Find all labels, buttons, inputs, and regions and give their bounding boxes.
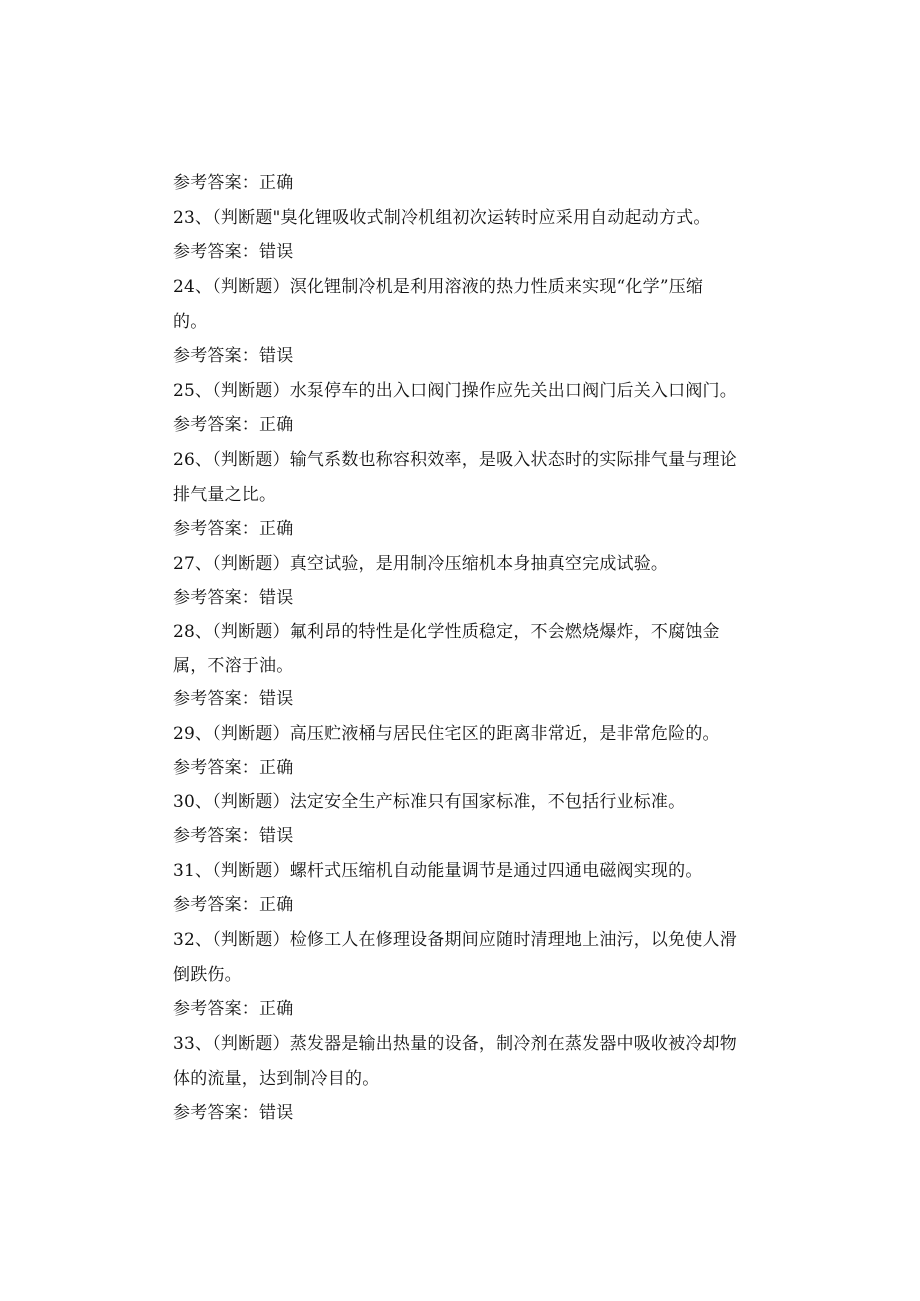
question-28: 28、（判断题）氟利昂的特性是化学性质稳定，不会燃烧爆炸，不腐蚀金: [173, 622, 720, 642]
question-25: 25、（判断题）水泵停车的出入口阀门操作应先关出口阀门后关入口阀门。: [173, 381, 737, 401]
answer-line: 参考答案：错误: [173, 588, 294, 608]
answer-line: 参考答案：错误: [173, 826, 294, 846]
question-28-continued: 属，不溶于油。: [173, 656, 294, 676]
question-27: 27、（判断题）真空试验，是用制冷压缩机本身抽真空完成试验。: [173, 554, 669, 574]
question-30: 30、（判断题）法定安全生产标准只有国家标准，不包括行业标准。: [173, 792, 686, 812]
answer-line: 参考答案：正确: [173, 173, 294, 193]
question-26-continued: 排气量之比。: [173, 485, 277, 505]
question-33-continued: 体的流量，达到制冷目的。: [173, 1069, 380, 1089]
answer-line: 参考答案：错误: [173, 689, 294, 709]
answer-line: 参考答案：正确: [173, 999, 294, 1019]
question-31: 31、（判断题）螺杆式压缩机自动能量调节是通过四通电磁阀实现的。: [173, 861, 703, 881]
question-32: 32、（判断题）检修工人在修理设备期间应随时清理地上油污，以免使人滑: [173, 930, 737, 950]
answer-line: 参考答案：错误: [173, 1103, 294, 1123]
answer-line: 参考答案：正确: [173, 415, 294, 435]
question-29: 29、（判断题）高压贮液桶与居民住宅区的距离非常近，是非常危险的。: [173, 724, 720, 744]
answer-line: 参考答案：错误: [173, 346, 294, 366]
answer-line: 参考答案：正确: [173, 519, 294, 539]
question-23: 23、（判断题"臭化锂吸收式制冷机组初次运转时应采用自动起动方式。: [173, 208, 711, 228]
question-33: 33、（判断题）蒸发器是输出热量的设备，制冷剂在蒸发器中吸收被冷却物: [173, 1034, 737, 1054]
answer-line: 参考答案：错误: [173, 242, 294, 262]
question-26: 26、（判断题）输气系数也称容积效率，是吸入状态时的实际排气量与理论: [173, 450, 737, 470]
answer-line: 参考答案：正确: [173, 758, 294, 778]
answer-line: 参考答案：正确: [173, 895, 294, 915]
question-24: 24、（判断题）溟化锂制冷机是利用溶液的热力性质来实现“化学”压缩: [173, 277, 704, 297]
question-24-continued: 的。: [173, 312, 208, 332]
question-32-continued: 倒跌伤。: [173, 965, 242, 985]
